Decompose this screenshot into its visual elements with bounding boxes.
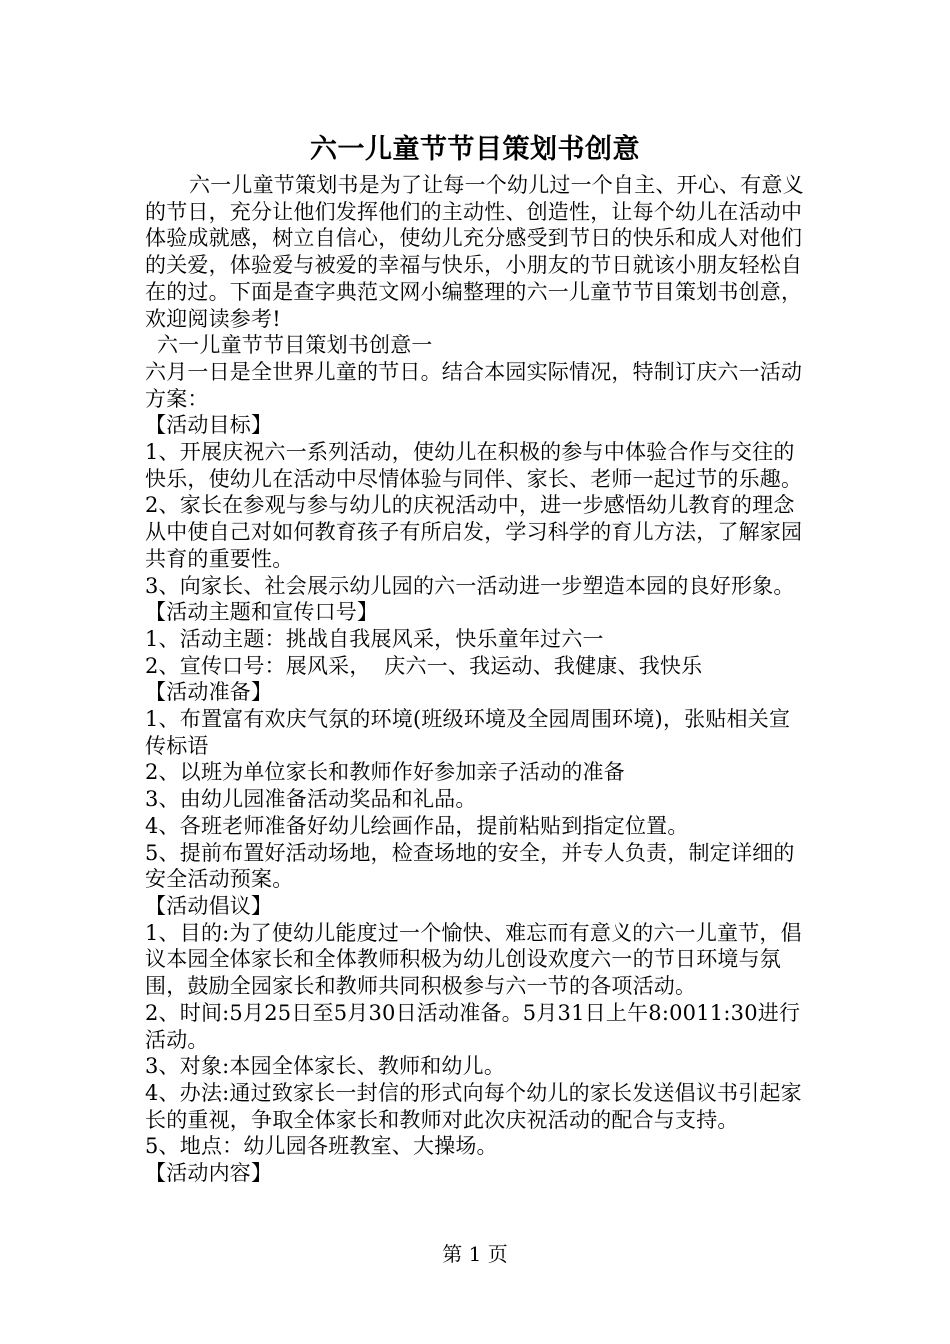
paragraph: 2、时间:5月25日至5月30日活动准备。5月31日上午8:0011:30进行活动。 bbox=[145, 1000, 801, 1052]
paragraph: 六月一日是全世界儿童的节日。结合本园实际情况，特制订庆六一活动方案： bbox=[145, 359, 803, 411]
paragraph: 2、家长在参观与参与幼儿的庆祝活动中，进一步感悟幼儿教育的理念从中使自己对如何教育孩子有所启发，学习科学的育儿方法，了解家园共育的重要性。 bbox=[145, 493, 803, 571]
paragraph: 3、向家长、社会展示幼儿园的六一活动进一步塑造本园的良好形象。 bbox=[145, 573, 795, 598]
intro-paragraph: 六一儿童节策划书是为了让每一个幼儿过一个自主、开心、有意义的节日，充分让他们发挥他们的主动性、创造性，让每个幼儿在活动中体验成就感，树立自信心，使幼儿充分感受到节日的快乐和成人对他们的关爱，体验爱与被爱的幸福与快乐，小朋友的节日就该小朋友轻松自在的过。下面是查字典范文网小编整理的六一儿童节节目策划书创意，欢迎阅读参考! bbox=[145, 173, 804, 331]
document-body bbox=[145, 172, 809, 1187]
paragraph: 4、各班老师准备好幼儿绘画作品，提前粘贴到指定位置。 bbox=[145, 813, 689, 838]
section-heading-preparation: 【活动准备】 bbox=[145, 680, 273, 705]
paragraph: 1、目的:为了使幼儿能度过一个愉快、难忘而有意义的六一儿童节，倡议本园全体家长和全体教师积极为幼儿创设欢度六一的节日环境与氛围，鼓励全园家长和教师共同积极参与六一节的各项活动。 bbox=[145, 920, 802, 999]
section-heading-theme: 【活动主题和宣传口号】 bbox=[145, 600, 379, 625]
paragraph: 2、以班为单位家长和教师作好参加亲子活动的准备 bbox=[145, 760, 625, 785]
paragraph: 5、提前布置好活动场地，检查场地的安全，并专人负责，制定详细的安全活动预案。 bbox=[145, 840, 795, 892]
document-title: 六一儿童节节目策划书创意 bbox=[310, 134, 640, 165]
paragraph: 1、开展庆祝六一系列活动，使幼儿在积极的参与中体验合作与交往的快乐，使幼儿在活动中尽情体验与同伴、家长、老师一起过节的乐趣。 bbox=[145, 440, 803, 491]
paragraph: 4、办法:通过致家长一封信的形式向每个幼儿的家长发送倡议书引起家长的重视，争取全体家长和教师对此次庆祝活动的配合与支持。 bbox=[145, 1080, 802, 1132]
paragraph: 1、布置富有欢庆气氛的环境(班级环境及全园周围环境)，张贴相关宣传标语 bbox=[145, 707, 791, 758]
paragraph: 5、地点：幼儿园各班教室、大操场。 bbox=[145, 1134, 498, 1159]
paragraph: 3、由幼儿园准备活动奖品和礼品。 bbox=[145, 787, 477, 812]
paragraph: 1、活动主题：挑战自我展风采，快乐童年过六一 bbox=[145, 626, 604, 651]
paragraph: 2、宣传口号：展风采， 庆六一、我运动、我健康、我快乐 bbox=[145, 653, 703, 678]
section-heading-content: 【活动内容】 bbox=[145, 1161, 273, 1186]
paragraph: 3、对象:本园全体家长、教师和幼儿。 bbox=[145, 1054, 506, 1079]
section-heading-proposal: 【活动倡议】 bbox=[145, 893, 273, 918]
section-title: 六一儿童节节目策划书创意一 bbox=[157, 333, 433, 358]
section-heading-goals: 【活动目标】 bbox=[145, 413, 273, 438]
page-number: 第 1 页 bbox=[442, 1242, 508, 1266]
